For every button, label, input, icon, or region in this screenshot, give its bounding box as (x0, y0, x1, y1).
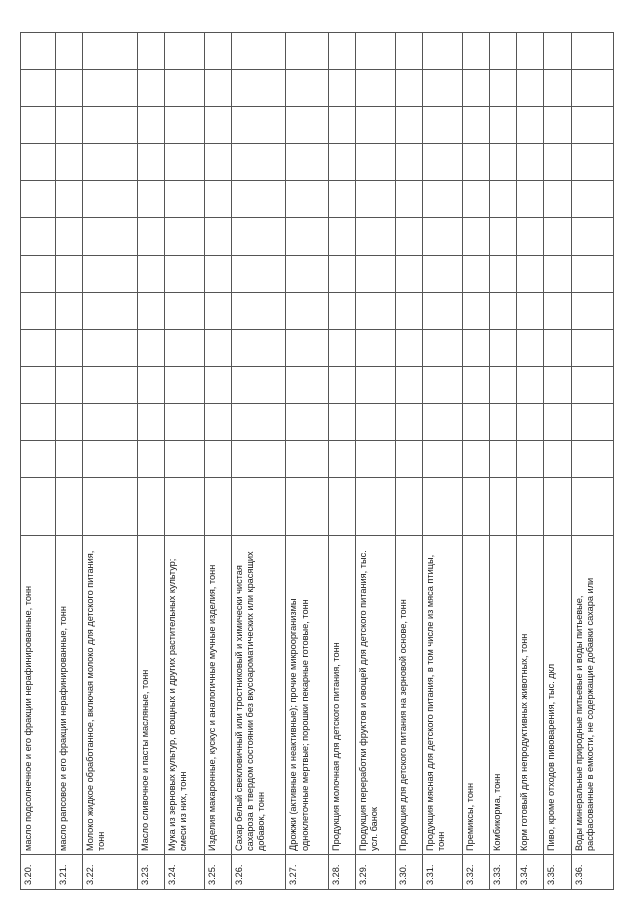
empty-cell (55, 70, 82, 107)
empty-cell (137, 478, 164, 536)
empty-cell (422, 70, 462, 107)
empty-cell (489, 403, 516, 440)
empty-cell (571, 70, 613, 107)
row-number: 3.32. (462, 854, 489, 889)
empty-cell (517, 144, 544, 181)
empty-cell (544, 403, 571, 440)
empty-cell (328, 329, 355, 366)
row-number: 3.28. (328, 854, 355, 889)
empty-cell (204, 329, 231, 366)
row-label: Масло сливочное и пасты масляные, тонн (137, 535, 164, 854)
empty-cell (462, 292, 489, 329)
empty-cell (517, 329, 544, 366)
empty-cell (21, 107, 56, 144)
empty-cell (21, 403, 56, 440)
empty-cell (355, 70, 395, 107)
empty-cell (571, 366, 613, 403)
empty-cell (517, 107, 544, 144)
empty-cell (462, 144, 489, 181)
empty-cell (83, 478, 138, 536)
row-number: 3.33. (489, 854, 516, 889)
empty-cell (328, 70, 355, 107)
empty-cell (21, 478, 56, 536)
empty-cell (395, 70, 422, 107)
table-row (489, 33, 516, 890)
empty-cell (422, 440, 462, 477)
empty-cell (422, 366, 462, 403)
empty-cell (21, 33, 56, 70)
empty-cell (137, 366, 164, 403)
empty-cell (462, 478, 489, 536)
empty-cell (21, 255, 56, 292)
empty-cell (286, 403, 328, 440)
empty-cell (355, 403, 395, 440)
empty-cell (286, 478, 328, 536)
empty-cell (422, 478, 462, 536)
row-number: 3.20. (21, 854, 56, 889)
empty-cell (21, 440, 56, 477)
empty-cell (164, 70, 204, 107)
empty-cell (83, 366, 138, 403)
empty-cell (286, 33, 328, 70)
empty-cell (164, 255, 204, 292)
empty-cell (489, 440, 516, 477)
empty-cell (544, 329, 571, 366)
empty-cell (571, 292, 613, 329)
row-number: 3.29. (355, 854, 395, 889)
empty-cell (355, 144, 395, 181)
empty-cell (395, 218, 422, 255)
empty-cell (395, 181, 422, 218)
row-number: 3.35. (544, 854, 571, 889)
empty-cell (83, 33, 138, 70)
empty-cell (544, 218, 571, 255)
empty-cell (422, 403, 462, 440)
empty-cell (164, 107, 204, 144)
empty-cell (395, 366, 422, 403)
empty-cell (83, 292, 138, 329)
empty-cell (328, 181, 355, 218)
empty-cell (231, 329, 286, 366)
empty-cell (286, 70, 328, 107)
table-row (328, 33, 355, 890)
row-label: масло рапсовое и его фракции нерафинированные, тонн (55, 535, 82, 854)
empty-cell (286, 366, 328, 403)
empty-cell (137, 181, 164, 218)
empty-cell (571, 144, 613, 181)
empty-cell (204, 144, 231, 181)
empty-cell (544, 292, 571, 329)
empty-cell (462, 70, 489, 107)
empty-cell (21, 329, 56, 366)
empty-cell (137, 292, 164, 329)
row-label: Сахар белый свекловичный или тростниковый и химически чистая сахароза в твердом состоянии без вкусоароматических или красящих добавок, тонн (231, 535, 286, 854)
empty-cell (355, 33, 395, 70)
empty-cell (286, 144, 328, 181)
empty-cell (571, 33, 613, 70)
empty-cell (204, 181, 231, 218)
table-row (544, 33, 571, 890)
empty-cell (83, 107, 138, 144)
empty-cell (231, 255, 286, 292)
empty-cell (286, 292, 328, 329)
empty-cell (355, 366, 395, 403)
empty-cell (328, 144, 355, 181)
empty-cell (517, 292, 544, 329)
empty-cell (571, 107, 613, 144)
empty-cell (21, 144, 56, 181)
empty-cell (55, 403, 82, 440)
empty-cell (517, 403, 544, 440)
empty-cell (328, 478, 355, 536)
empty-cell (544, 70, 571, 107)
empty-cell (204, 478, 231, 536)
empty-cell (21, 70, 56, 107)
empty-cell (231, 403, 286, 440)
row-number: 3.24. (164, 854, 204, 889)
empty-cell (395, 440, 422, 477)
empty-cell (164, 144, 204, 181)
empty-cell (328, 366, 355, 403)
row-label: Изделия макаронные, кускус и аналогичные мучные изделия, тонн (204, 535, 231, 854)
empty-cell (231, 181, 286, 218)
empty-cell (571, 478, 613, 536)
empty-cell (489, 218, 516, 255)
empty-cell (489, 329, 516, 366)
empty-cell (462, 366, 489, 403)
table-row (137, 33, 164, 890)
empty-cell (204, 107, 231, 144)
empty-cell (286, 218, 328, 255)
table-row (204, 33, 231, 890)
empty-cell (355, 255, 395, 292)
empty-cell (328, 440, 355, 477)
empty-cell (395, 33, 422, 70)
empty-cell (231, 218, 286, 255)
empty-cell (355, 440, 395, 477)
empty-cell (571, 255, 613, 292)
table-row (571, 33, 613, 890)
empty-cell (328, 403, 355, 440)
table-row (422, 33, 462, 890)
empty-cell (204, 218, 231, 255)
empty-cell (544, 366, 571, 403)
empty-cell (422, 33, 462, 70)
table-row (517, 33, 544, 890)
empty-cell (55, 144, 82, 181)
empty-cell (571, 218, 613, 255)
row-label: Дрожжи (активные и неактивные); прочие микроорганизмы одноклеточные мертвые; порошки пекарные готовые, тонн (286, 535, 328, 854)
empty-cell (83, 255, 138, 292)
empty-cell (489, 181, 516, 218)
empty-cell (517, 255, 544, 292)
empty-cell (286, 181, 328, 218)
empty-cell (204, 70, 231, 107)
empty-cell (489, 478, 516, 536)
empty-cell (462, 181, 489, 218)
empty-cell (83, 403, 138, 440)
production-table (20, 32, 614, 890)
empty-cell (395, 329, 422, 366)
row-label: Комбикорма, тонн (489, 535, 516, 854)
empty-cell (204, 440, 231, 477)
row-label: Премиксы, тонн (462, 535, 489, 854)
empty-cell (489, 107, 516, 144)
table-row (231, 33, 286, 890)
row-label: Продукция переработки фруктов и овощей для детского питания, тыс. усл. банок (355, 535, 395, 854)
empty-cell (355, 292, 395, 329)
empty-cell (55, 181, 82, 218)
empty-cell (231, 107, 286, 144)
empty-cell (164, 218, 204, 255)
empty-cell (83, 218, 138, 255)
empty-cell (571, 403, 613, 440)
empty-cell (83, 440, 138, 477)
empty-cell (517, 440, 544, 477)
row-number: 3.25. (204, 854, 231, 889)
empty-cell (462, 255, 489, 292)
empty-cell (395, 478, 422, 536)
empty-cell (231, 478, 286, 536)
empty-cell (231, 70, 286, 107)
empty-cell (231, 366, 286, 403)
empty-cell (571, 329, 613, 366)
empty-cell (83, 70, 138, 107)
empty-cell (395, 107, 422, 144)
row-number: 3.30. (395, 854, 422, 889)
empty-cell (544, 181, 571, 218)
empty-cell (489, 292, 516, 329)
empty-cell (55, 478, 82, 536)
empty-cell (517, 181, 544, 218)
empty-cell (395, 255, 422, 292)
empty-cell (164, 403, 204, 440)
empty-cell (489, 255, 516, 292)
empty-cell (571, 181, 613, 218)
empty-cell (355, 329, 395, 366)
empty-cell (462, 440, 489, 477)
empty-cell (83, 329, 138, 366)
empty-cell (328, 255, 355, 292)
empty-cell (231, 440, 286, 477)
empty-cell (286, 255, 328, 292)
row-label: Молоко жидкое обработанное, включая молоко для детского питания, тонн (83, 535, 138, 854)
empty-cell (55, 366, 82, 403)
empty-cell (355, 218, 395, 255)
empty-cell (55, 33, 82, 70)
table-row (83, 33, 138, 890)
row-label: Продукция молочная для детского питания, тонн (328, 535, 355, 854)
row-label: Корм готовый для непродуктивных животных, тонн (517, 535, 544, 854)
row-number: 3.34. (517, 854, 544, 889)
empty-cell (489, 144, 516, 181)
empty-cell (517, 70, 544, 107)
empty-cell (286, 107, 328, 144)
empty-cell (164, 292, 204, 329)
row-number: 3.22. (83, 854, 138, 889)
row-label: Мука из зерновых культур, овощных и других растительных культур; смеси из них, тонн (164, 535, 204, 854)
empty-cell (422, 329, 462, 366)
empty-cell (489, 70, 516, 107)
empty-cell (517, 218, 544, 255)
empty-cell (395, 144, 422, 181)
empty-cell (204, 403, 231, 440)
table-body (21, 33, 614, 890)
empty-cell (422, 218, 462, 255)
empty-cell (422, 292, 462, 329)
row-number: 3.36. (571, 854, 613, 889)
row-number: 3.21. (55, 854, 82, 889)
empty-cell (544, 440, 571, 477)
empty-cell (462, 218, 489, 255)
empty-cell (544, 33, 571, 70)
empty-cell (489, 366, 516, 403)
empty-cell (328, 107, 355, 144)
empty-cell (422, 144, 462, 181)
empty-cell (164, 478, 204, 536)
empty-cell (544, 478, 571, 536)
table-row (355, 33, 395, 890)
row-label: Продукция мясная для детского питания, в том числе из мяса птицы, тонн (422, 535, 462, 854)
empty-cell (137, 329, 164, 366)
table-row (21, 33, 56, 890)
empty-cell (164, 33, 204, 70)
empty-cell (204, 33, 231, 70)
empty-cell (544, 144, 571, 181)
empty-cell (137, 218, 164, 255)
empty-cell (83, 144, 138, 181)
empty-cell (422, 181, 462, 218)
empty-cell (55, 107, 82, 144)
empty-cell (21, 218, 56, 255)
empty-cell (462, 107, 489, 144)
empty-cell (328, 218, 355, 255)
empty-cell (517, 33, 544, 70)
empty-cell (328, 33, 355, 70)
empty-cell (55, 255, 82, 292)
empty-cell (55, 292, 82, 329)
empty-cell (137, 107, 164, 144)
empty-cell (204, 292, 231, 329)
empty-cell (137, 70, 164, 107)
row-label: Продукция для детского питания на зерновой основе, тонн (395, 535, 422, 854)
empty-cell (204, 255, 231, 292)
empty-cell (137, 33, 164, 70)
empty-cell (462, 329, 489, 366)
empty-cell (422, 255, 462, 292)
row-label: Пиво, кроме отходов пивоварения, тыс. дкл (544, 535, 571, 854)
row-number: 3.27. (286, 854, 328, 889)
empty-cell (489, 33, 516, 70)
empty-cell (55, 440, 82, 477)
empty-cell (164, 366, 204, 403)
empty-cell (422, 107, 462, 144)
empty-cell (137, 403, 164, 440)
empty-cell (204, 366, 231, 403)
empty-cell (164, 329, 204, 366)
empty-cell (395, 403, 422, 440)
table-row (462, 33, 489, 890)
empty-cell (21, 181, 56, 218)
table-row (55, 33, 82, 890)
empty-cell (21, 292, 56, 329)
empty-cell (328, 292, 355, 329)
empty-cell (462, 403, 489, 440)
empty-cell (355, 181, 395, 218)
empty-cell (137, 440, 164, 477)
table-row (286, 33, 328, 890)
row-number: 3.31. (422, 854, 462, 889)
empty-cell (231, 33, 286, 70)
table-row (164, 33, 204, 890)
empty-cell (137, 144, 164, 181)
table-row (395, 33, 422, 890)
empty-cell (517, 478, 544, 536)
empty-cell (395, 292, 422, 329)
empty-cell (21, 366, 56, 403)
row-number: 3.26. (231, 854, 286, 889)
row-label: масло подсолнечное и его фракции нерафинированные, тонн (21, 535, 56, 854)
empty-cell (571, 440, 613, 477)
empty-cell (164, 181, 204, 218)
empty-cell (462, 33, 489, 70)
empty-cell (517, 366, 544, 403)
empty-cell (231, 144, 286, 181)
empty-cell (231, 292, 286, 329)
empty-cell (544, 107, 571, 144)
empty-cell (286, 329, 328, 366)
empty-cell (83, 181, 138, 218)
row-number: 3.23. (137, 854, 164, 889)
row-label: Воды минеральные природные питьевые и воды питьевые, расфасованные в емкости, не содержащие добавки сахара или (571, 535, 613, 854)
empty-cell (355, 107, 395, 144)
empty-cell (137, 255, 164, 292)
empty-cell (544, 255, 571, 292)
empty-cell (355, 478, 395, 536)
empty-cell (164, 440, 204, 477)
empty-cell (286, 440, 328, 477)
empty-cell (55, 218, 82, 255)
empty-cell (55, 329, 82, 366)
rotated-table-wrapper (20, 32, 614, 890)
